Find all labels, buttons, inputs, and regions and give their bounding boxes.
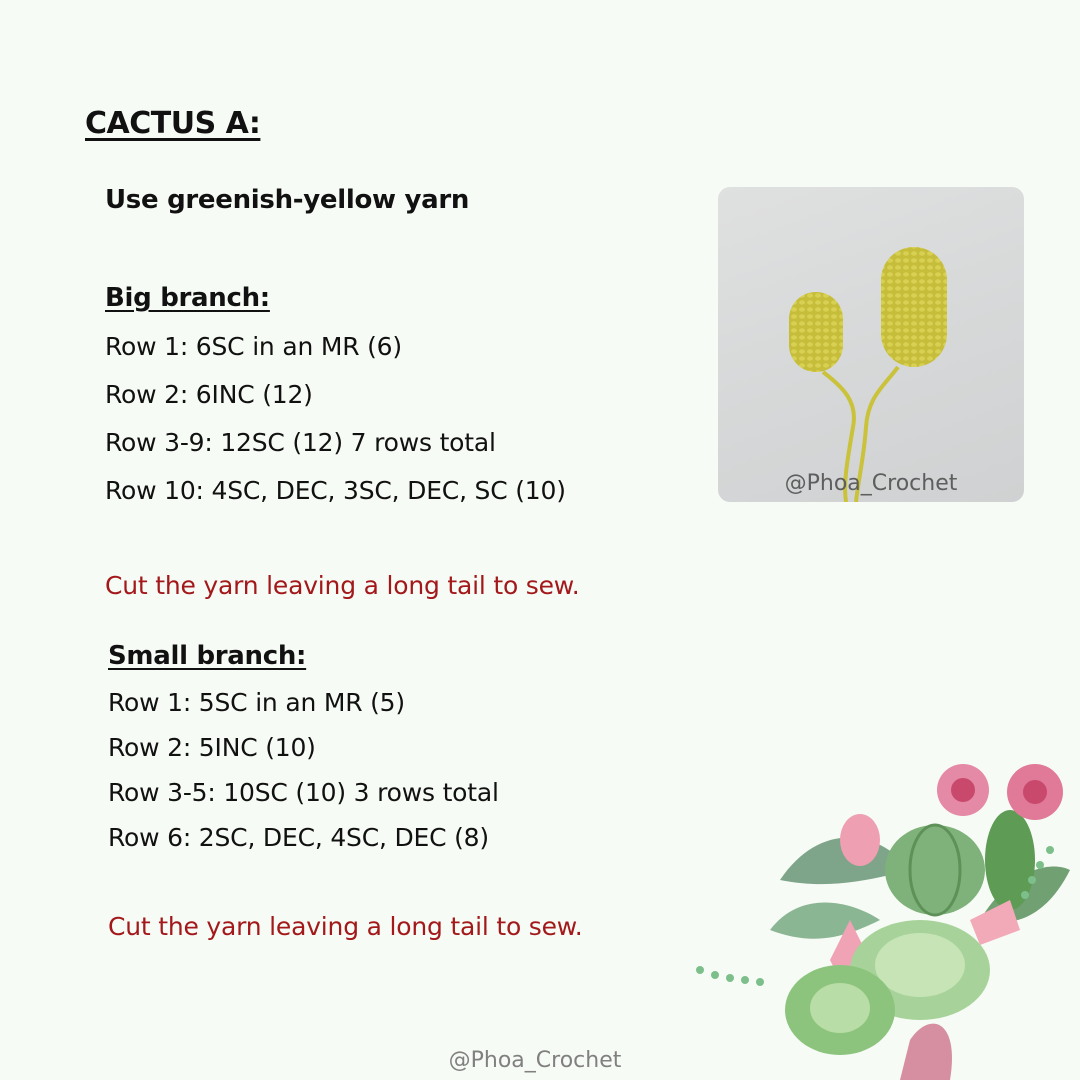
footer-watermark: @Phoa_Crochet: [448, 1048, 622, 1073]
cactus-photo: [718, 187, 1024, 502]
small-branch-heading: Small branch:: [108, 641, 307, 671]
big-branch-row: Row 2: 6INC (12): [105, 380, 313, 409]
barrel-cactus-icon: [885, 810, 1035, 915]
small-branch-closing-note: Cut the yarn leaving a long tail to sew.: [108, 912, 583, 941]
succulent-floral-decoration: [680, 760, 1080, 1080]
big-branch-closing-note: Cut the yarn leaving a long tail to sew.: [105, 571, 580, 600]
small-branch-row: Row 6: 2SC, DEC, 4SC, DEC (8): [108, 823, 489, 852]
big-branch-row: Row 10: 4SC, DEC, 3SC, DEC, SC (10): [105, 476, 566, 505]
small-branch-row: Row 1: 5SC in an MR (5): [108, 688, 405, 717]
yarn-note: Use greenish-yellow yarn: [105, 185, 470, 215]
small-branch-row: Row 3-5: 10SC (10) 3 rows total: [108, 778, 499, 807]
crochet-branches-illustration: [718, 187, 1024, 502]
photo-watermark: @Phoa_Crochet: [784, 471, 958, 496]
small-branch-row: Row 2: 5INC (10): [108, 733, 316, 762]
big-branch-heading: Big branch:: [105, 283, 270, 313]
big-branch-row: Row 3-9: 12SC (12) 7 rows total: [105, 428, 496, 457]
big-branch-row: Row 1: 6SC in an MR (6): [105, 332, 402, 361]
page-title: CACTUS A:: [85, 106, 261, 141]
